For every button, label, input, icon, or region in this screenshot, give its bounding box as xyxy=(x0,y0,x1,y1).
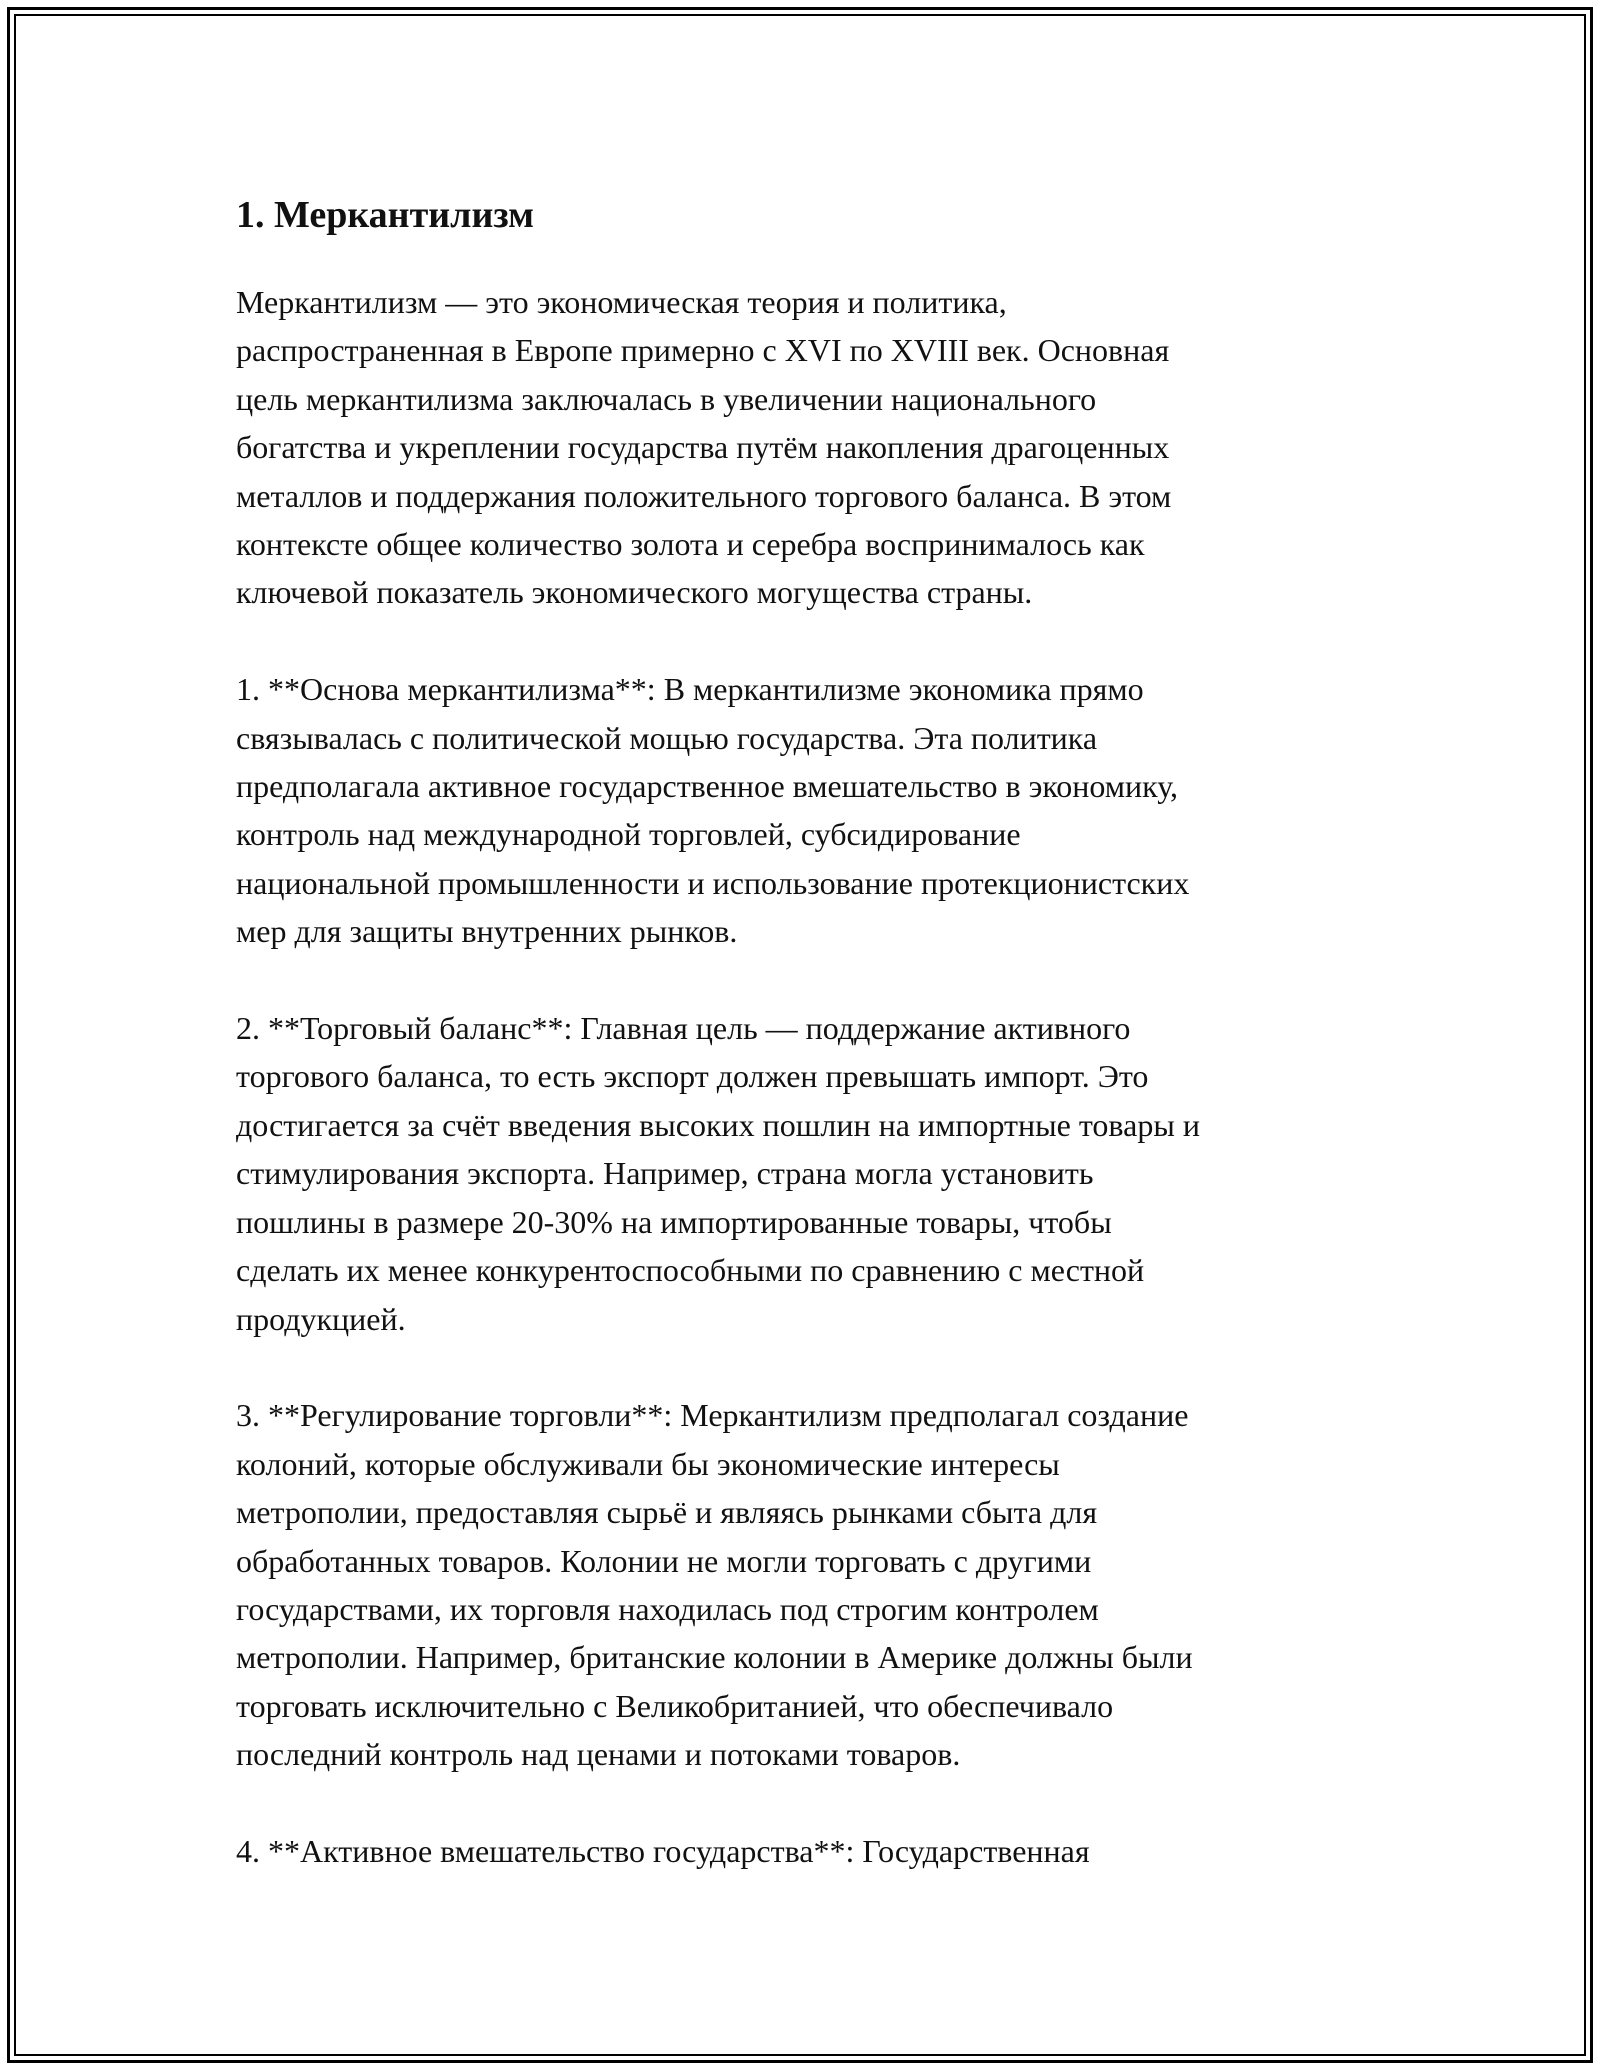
text-line: сделать их менее конкурентоспособными по сравнению с местной xyxy=(236,1252,1145,1289)
text-line: ключевой показатель экономического могущества страны. xyxy=(236,574,1033,611)
text-line: колоний, которые обслуживали бы экономические интересы xyxy=(236,1445,1060,1482)
section-heading: 1. Меркантилизм xyxy=(236,194,534,236)
text-line: стимулирования экспорта. Например, страна могла установить xyxy=(236,1155,1094,1192)
text-line: богатства и укреплении государства путём накопления драгоценных xyxy=(236,429,1170,466)
text-line: распространенная в Европе примерно с XVI по XVIII век. Основная xyxy=(236,332,1170,369)
paragraph-spacer xyxy=(236,1343,1366,1391)
text-line: национальной промышленности и использование протекционистских xyxy=(236,864,1190,901)
text-line: 4. **Активное вмешательство государства**: Государственная xyxy=(236,1832,1090,1869)
text-line: цель меркантилизма заключалась в увеличении национального xyxy=(236,380,1097,417)
list-item-1-paragraph xyxy=(236,665,1366,955)
text-line: контроль над международной торговлей, субсидирование xyxy=(236,816,1021,853)
text-line: 3. **Регулирование торговли**: Меркантилизм предполагал создание xyxy=(236,1397,1189,1434)
text-line: металлов и поддержания положительного торгового баланса. В этом xyxy=(236,477,1172,514)
text-line: торговать исключительно с Великобританией, что обеспечивало xyxy=(236,1687,1114,1724)
intro-paragraph xyxy=(236,278,1366,617)
list-item-3-paragraph xyxy=(236,1391,1366,1778)
text-line: связывалась с политической мощью государства. Эта политика xyxy=(236,719,1098,756)
text-line: мер для защиты внутренних рынков. xyxy=(236,913,738,950)
text-line: продукцией. xyxy=(236,1300,406,1337)
text-line: контексте общее количество золота и серебра воспринималось как xyxy=(236,526,1145,563)
list-item-4-paragraph xyxy=(236,1827,1366,1875)
text-line: метрополии, предоставляя сырьё и являясь рынками сбыта для xyxy=(236,1494,1098,1531)
text-line: обработанных товаров. Колонии не могли торговать с другими xyxy=(236,1542,1092,1579)
text-line: пошлины в размере 20-30% на импортированные товары, чтобы xyxy=(236,1203,1112,1240)
paragraph-spacer xyxy=(236,956,1366,1004)
paragraph-spacer xyxy=(236,617,1366,665)
text-line: государствами, их торговля находилась под строгим контролем xyxy=(236,1590,1099,1627)
text-line: 2. **Торговый баланс**: Главная цель — поддержание активного xyxy=(236,1010,1131,1047)
text-line: метрополии. Например, британские колонии в Америке должны были xyxy=(236,1639,1193,1676)
document-body xyxy=(236,180,1366,1875)
text-line: предполагала активное государственное вмешательство в экономику, xyxy=(236,768,1179,805)
paragraph-spacer xyxy=(236,1779,1366,1827)
text-line: торгового баланса, то есть экспорт должен превышать импорт. Это xyxy=(236,1058,1149,1095)
text-line: 1. **Основа меркантилизма**: В меркантилизме экономика прямо xyxy=(236,671,1144,708)
list-item-2-paragraph xyxy=(236,1004,1366,1343)
text-line: Меркантилизм — это экономическая теория и политика, xyxy=(236,284,1007,320)
text-line: последний контроль над ценами и потоками товаров. xyxy=(236,1736,961,1773)
text-line: достигается за счёт введения высоких пошлин на импортные товары и xyxy=(236,1106,1200,1143)
